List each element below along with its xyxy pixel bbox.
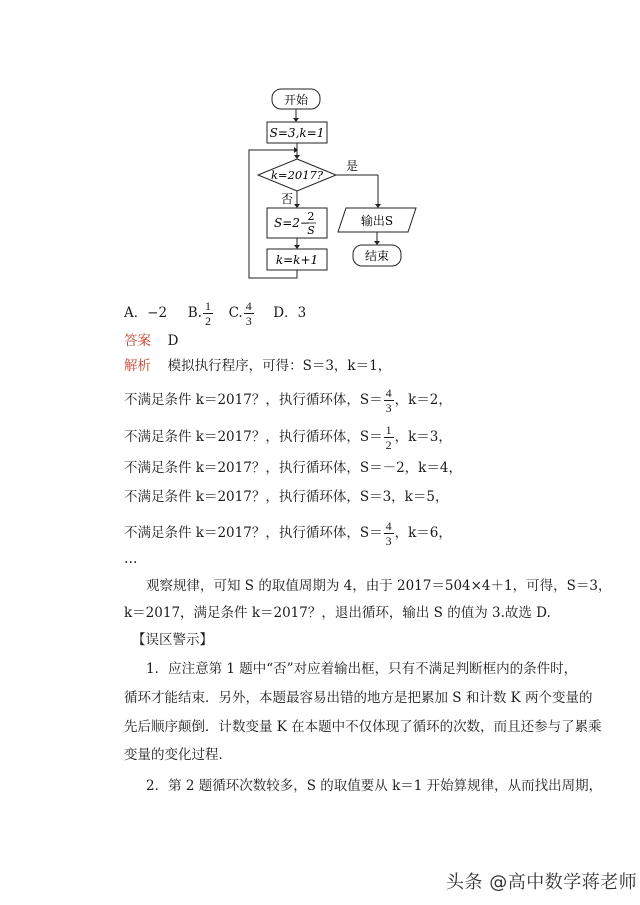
analysis-conclusion: k＝2017，满足条件 k＝2017？，退出循环，输出 S 的值为 3.故选 D. (124, 605, 551, 621)
analysis-intro (124, 356, 391, 376)
assign-num: 2 (307, 210, 315, 223)
assign-prefix: S=2− (274, 216, 310, 230)
answer-label: 答案 (124, 333, 151, 349)
analysis-step: 不满足条件 k＝2017？，执行循环体，S＝ $\frac{4}{3}$ ，k＝6， (124, 519, 452, 548)
warning-paragraph-1: 循环才能结束．另外，本题最容易出错的地方是把累加 S 和计数 K 两个变量的 (124, 690, 593, 706)
analysis-observation: 观察规律，可知 S 的取值周期为 4，由于 2017＝504×4＋1，可得，S＝3， (146, 578, 612, 594)
option-a: A．−2 (124, 305, 168, 321)
end-label: 结束 (364, 249, 390, 263)
analysis-intro-text: 模拟执行程序，可得：S＝3，k＝1， (167, 358, 392, 374)
flowchart (244, 78, 434, 290)
warning-paragraph-2: 2．第 2 题循环次数较多，S 的取值要从 k＝1 开始算规律，从而找出周期， (146, 778, 603, 794)
decision-label: k=2017? (270, 168, 324, 182)
analysis-ellipsis: … (124, 551, 138, 567)
option-b-fraction: $\frac{1}{2}$ (204, 299, 211, 328)
start-label: 开始 (283, 93, 309, 107)
warning-title: 【误区警示】 (132, 632, 213, 648)
output-label: 输出S (360, 214, 394, 228)
increment-label: k=k+1 (275, 253, 319, 267)
answer-line (124, 331, 178, 351)
warning-paragraph-1: 变量的变化过程． (124, 747, 232, 763)
answer-options (124, 300, 306, 327)
analysis-step: 不满足条件 k＝2017？，执行循环体，S＝ $\frac{4}{3}$ ，k＝2， (124, 386, 452, 415)
warning-paragraph-1: 1．应注意第 1 题中“否”对应着输出框，只有不满足判断框内的条件时， (146, 661, 578, 677)
watermark: 头条 @高中数学蒋老师 (446, 872, 638, 893)
option-d: D．3 (273, 305, 307, 321)
option-c-prefix: C. (228, 305, 243, 321)
option-b-prefix: B. (187, 305, 202, 321)
analysis-label: 解析 (124, 358, 151, 374)
analysis-step: 不满足条件 k＝2017？，执行循环体，S＝3，k＝5， (124, 489, 449, 505)
option-c-fraction: $\frac{4}{3}$ (245, 299, 252, 328)
analysis-step: 不满足条件 k＝2017？，执行循环体，S＝－2，k＝4， (124, 460, 462, 476)
warning-paragraph-1: 先后顺序颠倒．计数变量 K 在本题中不仅体现了循环的次数，而且还参与了累乘 (124, 719, 602, 735)
answer-value: D (167, 333, 179, 349)
analysis-step: 不满足条件 k＝2017？，执行循环体，S＝ $\frac{1}{2}$ ，k＝3， (124, 423, 452, 452)
no-label: 否 (280, 192, 294, 206)
yes-label: 是 (345, 159, 359, 173)
init-label: S=3,k=1 (269, 126, 325, 140)
assign-den: S (307, 224, 315, 237)
